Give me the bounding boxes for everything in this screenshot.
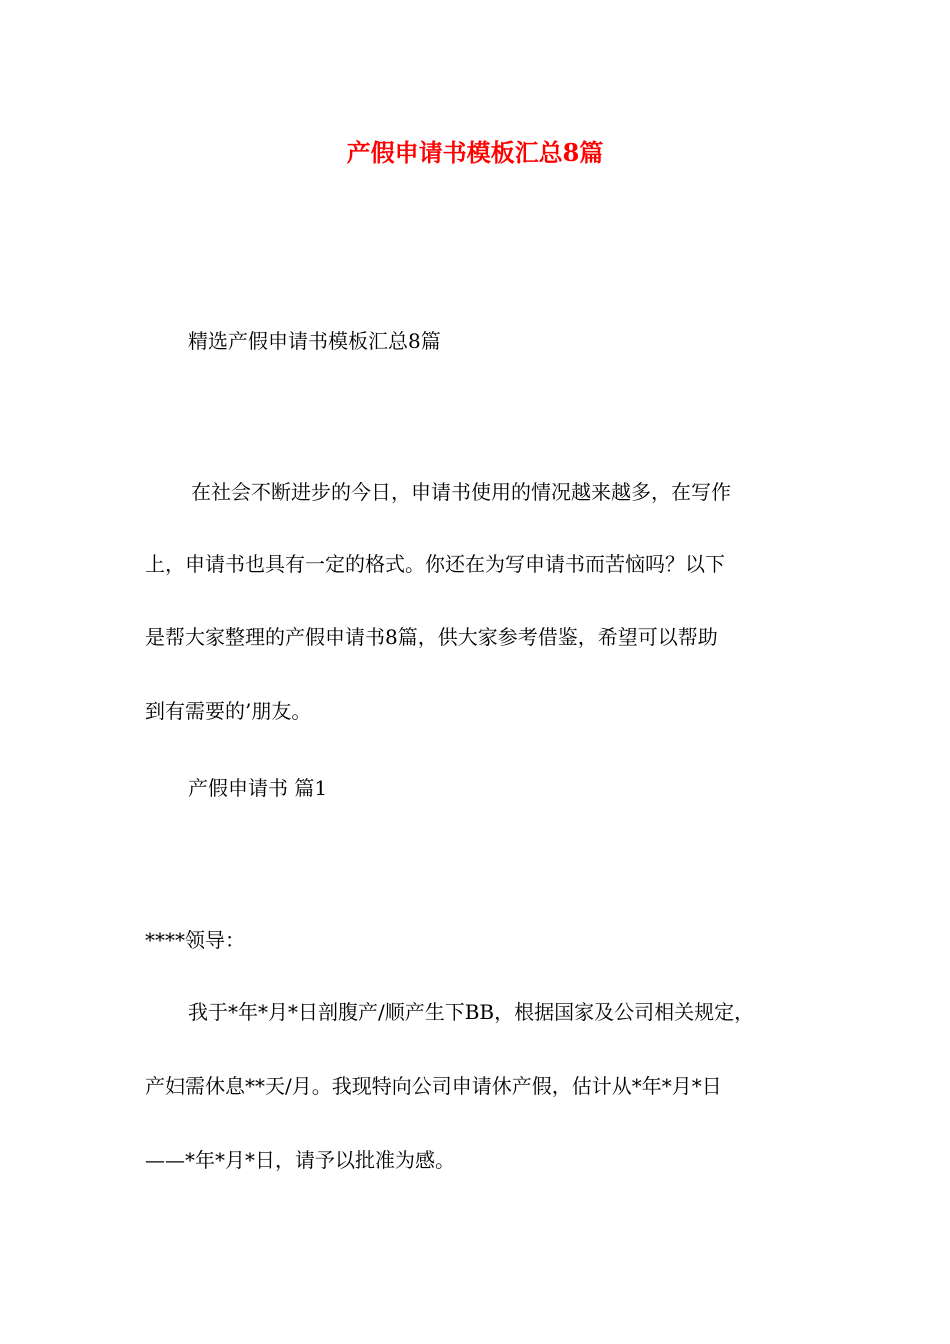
intro-line-2: 上，申请书也具有一定的格式。你还在为写申请书而苦恼吗？以下 bbox=[145, 552, 725, 576]
intro-line-4: 到有需要的’朋友。 bbox=[145, 699, 312, 723]
salutation: ****领导： bbox=[145, 928, 245, 952]
document-subtitle: 精选产假申请书模板汇总8篇 bbox=[188, 329, 441, 353]
body-line-1: 我于*年*月*日剖腹产/顺产生下BB，根据国家及公司相关规定， bbox=[188, 1000, 755, 1024]
intro-line-3: 是帮大家整理的产假申请书8篇，供大家参考借鉴，希望可以帮助 bbox=[145, 625, 718, 649]
document-title: 产假申请书模板汇总8篇 bbox=[346, 138, 604, 167]
intro-line-1: 在社会不断进步的今日，申请书使用的情况越来越多，在写作 bbox=[191, 480, 731, 504]
section-heading: 产假申请书 篇1 bbox=[188, 776, 328, 800]
body-line-2: 产妇需休息**天/月。我现特向公司申请休产假，估计从*年*月*日 bbox=[145, 1074, 722, 1098]
body-line-3: ——*年*月*日，请予以批准为感。 bbox=[145, 1148, 455, 1172]
